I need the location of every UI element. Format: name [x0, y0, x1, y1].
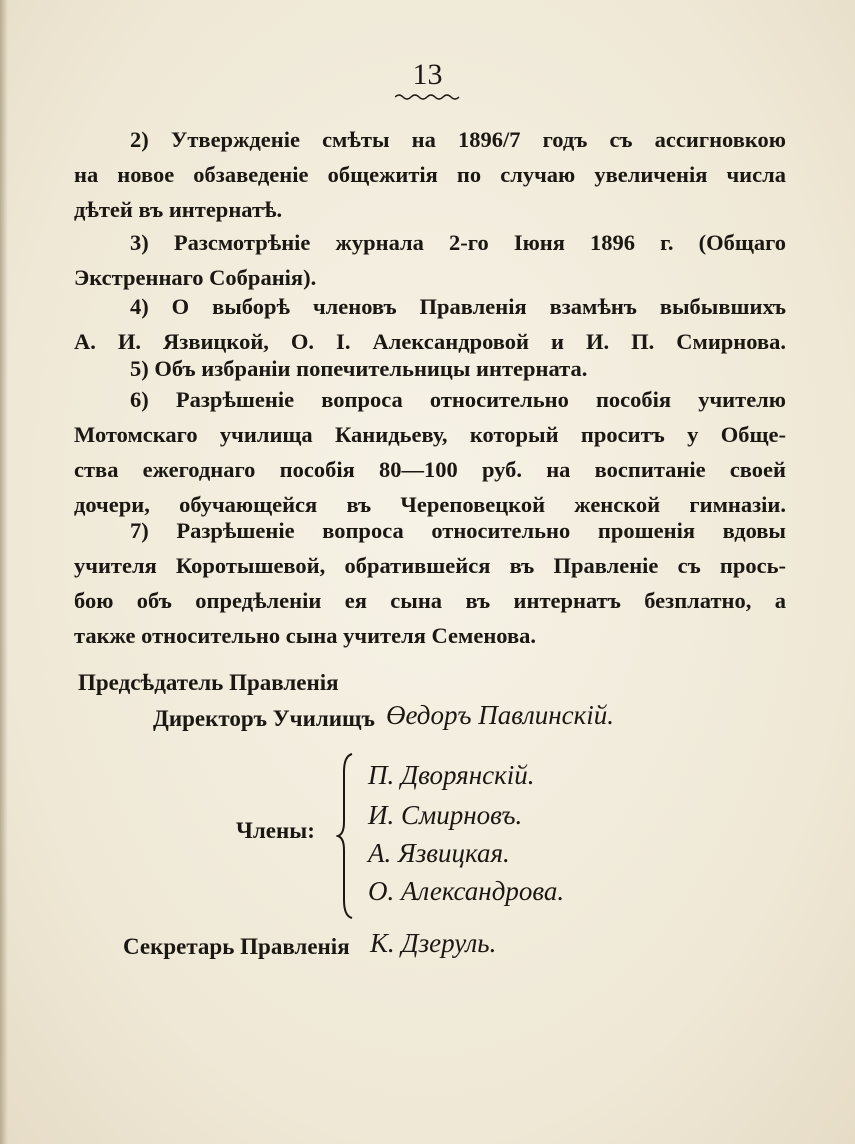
text-line: дѣтей въ интернатѣ. — [74, 197, 283, 222]
director-signature: Өедоръ Павлинскій. — [386, 700, 614, 730]
text-line: учителя Коротышевой, обратившейся въ Правленіе съ прось- — [74, 553, 786, 578]
text-line: Экстреннаго Собранія). — [74, 265, 317, 290]
agenda-item-3 — [74, 225, 786, 295]
text-line: 2) Утвержденіе смѣты на 1896/7 годъ съ ассигновкою — [130, 127, 786, 152]
text-line: 6) Разрѣшеніе вопроса относительно пособія учителю — [130, 387, 786, 412]
text-line: Мотомскаго училища Канидьеву, который проситъ у Обще- — [74, 422, 786, 447]
agenda-item-6 — [74, 382, 786, 522]
members-label: Члены: — [236, 818, 315, 843]
secretary-title: Секретарь Правленія — [123, 934, 350, 959]
text-line: также относительно сына учителя Семенова. — [74, 623, 536, 648]
text-line: ства ежегоднаго пособія 80—100 руб. на воспитаніе своей — [74, 457, 786, 482]
agenda-item-7 — [74, 513, 786, 653]
text-line: А. И. Язвицкой, О. І. Александровой и И. П. Смирнова. — [74, 329, 786, 354]
text-line: 3) Разсмотрѣніе журнала 2-го Іюня 1896 г. (Общаго — [130, 230, 786, 255]
member-signature: П. Дворянскій. — [368, 760, 535, 790]
agenda-item-4 — [74, 289, 786, 359]
member-signature: И. Смирновъ. — [368, 800, 523, 830]
agenda-item-5 — [74, 351, 786, 386]
member-signature: О. Александрова. — [368, 876, 565, 906]
text-line: 7) Разрѣшеніе вопроса относительно прошенія вдовы — [130, 518, 786, 543]
text-line: дочери, обучающейся въ Череповецкой женской гимназіи. — [74, 492, 786, 517]
members-brace — [336, 752, 356, 920]
text-line: бою объ опредѣленіи ея сына въ интернатъ безплатно, а — [74, 588, 786, 613]
ornament-wave — [395, 92, 461, 102]
director-title: Директоръ Училищъ — [153, 706, 375, 731]
secretary-signature: К. Дзеруль. — [370, 928, 497, 958]
page-edge-shadow — [0, 0, 8, 1144]
text-line: 4) О выборѣ членовъ Правленія взамѣнъ выбывшихъ — [130, 294, 786, 319]
chair-title: Предсѣдатель Правленія — [78, 670, 339, 695]
text-line: на новое обзаведеніе общежитія по случаю увеличенія числа — [74, 162, 786, 187]
member-signature: А. Язвицкая. — [368, 838, 510, 868]
page-number: 13 — [412, 58, 443, 91]
agenda-item-2 — [74, 122, 786, 227]
text-line: 5) Объ избраніи попечительницы интерната. — [130, 356, 588, 381]
